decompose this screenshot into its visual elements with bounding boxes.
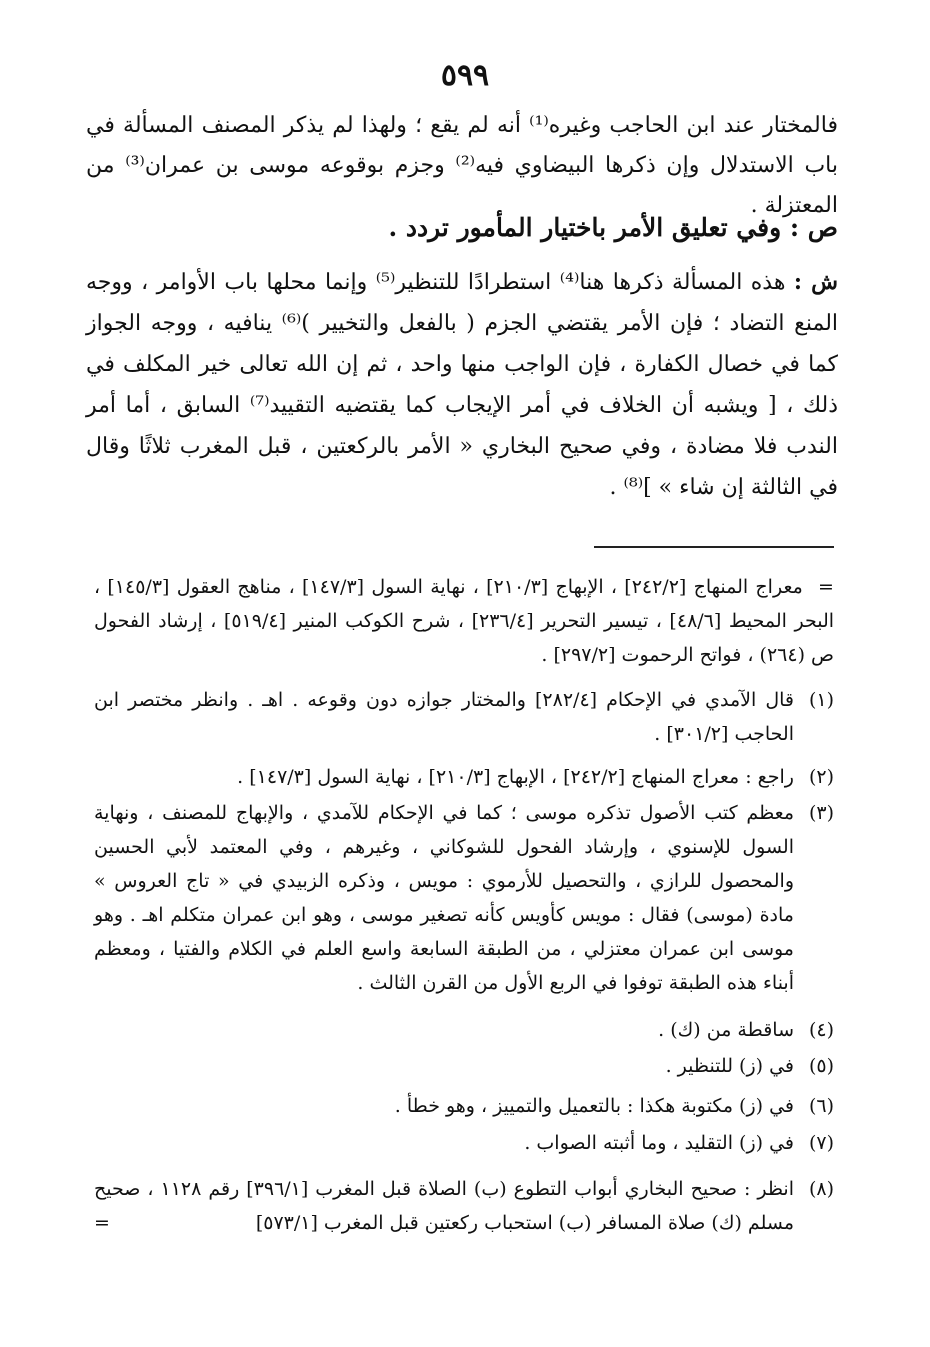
footnote-number: (٧) [808,1132,834,1154]
footnote-divider [594,546,834,548]
continuation-mark: = [818,576,834,598]
footnote-3 [94,796,834,1000]
footnote-text: انظر : صحيح البخاري أبواب التطوع (ب) الصلاة قبل المغرب [٣٩٦/١] رقم ١١٢٨ ، صحيح مسلم (ك) صلاة المسافر (ب) استحباب ركعتين قبل المغرب [٥٧٣/١] [94,1178,794,1234]
footnote-text: راجع : معراج المنهاج [٢٤٢/٢] ، الإبهاج [٢١٠/٣] ، نهاية السول [١٤٧/٣] . [237,766,794,788]
footnote-number: (٣) [808,802,834,824]
footnote-continuation [94,570,834,672]
footnote-number: (٤) [808,1019,834,1041]
footnote-2 [94,760,834,794]
commentary-text: هذه المسألة ذكرها هنا⁽⁴⁾ استطرادًا للتنظير⁽⁵⁾ وإنما محلها باب الأوامر ، ووجه المنع التضاد ؛ فإن الأمر يقتضي الجزم ( بالفعل والتخيير )⁽⁶⁾ ينافيه ، ووجه الجواز كما في خصال الكفارة ، فإن الواجب منها واحد ، ثم إن الله تعالى خير المكلف في ذلك ، [ ويشبه أن الخلاف في أمر الإيجاب كما يقتضيه التقييد⁽⁷⁾ السابق ، أما أمر الندب فلا مضادة ، وفي صحيح البخاري « الأمر بالركعتين ، قبل المغرب ثلاثًا وقال في الثالثة إن شاء » ]⁽⁸⁾ . [86,270,839,500]
footnote-text: معظم كتب الأصول تذكره موسى ؛ كما في الإحكام للآمدي ، والإبهاج للمصنف ، ونهاية السول للإسنوي ، وإرشاد الفحول للشوكاني ، وغيرهم ، وفي المعتمد لأبي الحسين والمحصول للرازي ، والتحصيل للأرموي : مويس ، وذكره الزبيدي في « تاج العروس » مادة (موسى) فقال : مويس كأويس كأنه تصغير موسى ، وهو ابن عمران متكلم اهـ . وهو موسى ابن عمران معتزلي ، من الطبقة السابعة واسع العلم في الكلام والفتيا ، ومعظم أبناء هذه الطبقة توفوا في الربع الأول من القرن الثالث . [94,802,794,994]
footnote-number: (٦) [808,1095,834,1117]
footnote-4 [94,1013,834,1047]
continuation-text: معراج المنهاج [٢٤٢/٢] ، الإبهاج [٢١٠/٣] ، نهاية السول [١٤٧/٣] ، مناهج العقول [١٤٥/٣] ، البحر المحيط [٤٨/٦] ، تيسير التحرير [٢٣٦/٤] ، شرح الكوكب المنير [٥١٩/٤] ، إرشاد الفحول ص (٢٦٤) ، فواتح الرحموت [٢٩٧/٢] . [94,576,835,666]
footnote-8 [94,1172,834,1240]
continues-mark: = [94,1212,110,1234]
footnote-text: ساقطة من (ك) . [658,1019,794,1041]
footnote-text-wrap [94,1172,794,1240]
footnote-text: في (ز) مكتوبة هكذا : بالتعميل والتمييز ، وهو خطأ . [394,1095,794,1117]
footnote-text: قال الآمدي في الإحكام [٢٨٢/٤] والمختار جوازه دون وقوعه . اهـ . وانظر مختصر ابن الحاجب [٣٠١/٢] . [94,689,794,745]
main-paragraph-1: فالمختار عند ابن الحاجب وغيره⁽¹⁾ أنه لم يقع ؛ ولهذا لم يذكر المصنف المسألة في باب الاستدلال وإن ذكرها البيضاوي فيه⁽²⁾ وجزم بوقوعه موسى بن عمران⁽³⁾ من المعتزلة . [86,113,838,218]
main-paragraph-2 [86,262,838,508]
footnote-number: (٨) [808,1178,834,1200]
commentary-lead: ش : [793,269,839,295]
footnote-text: في (ز) التقليد ، وما أثبته الصواب . [524,1132,794,1154]
footnote-7 [94,1126,834,1160]
footnote-1 [94,683,834,751]
footnote-5 [94,1049,834,1083]
footnote-6 [94,1089,834,1123]
section-heading: ص : وفي تعليق الأمر باختيار المأمور تردد . [388,213,838,242]
footnote-number: (٥) [808,1055,834,1077]
page-number: ٥٩٩ [440,58,490,93]
footnote-number: (٢) [808,766,834,788]
footnote-number: (١) [808,689,834,711]
footnote-text: في (ز) للتنظير . [665,1055,794,1077]
